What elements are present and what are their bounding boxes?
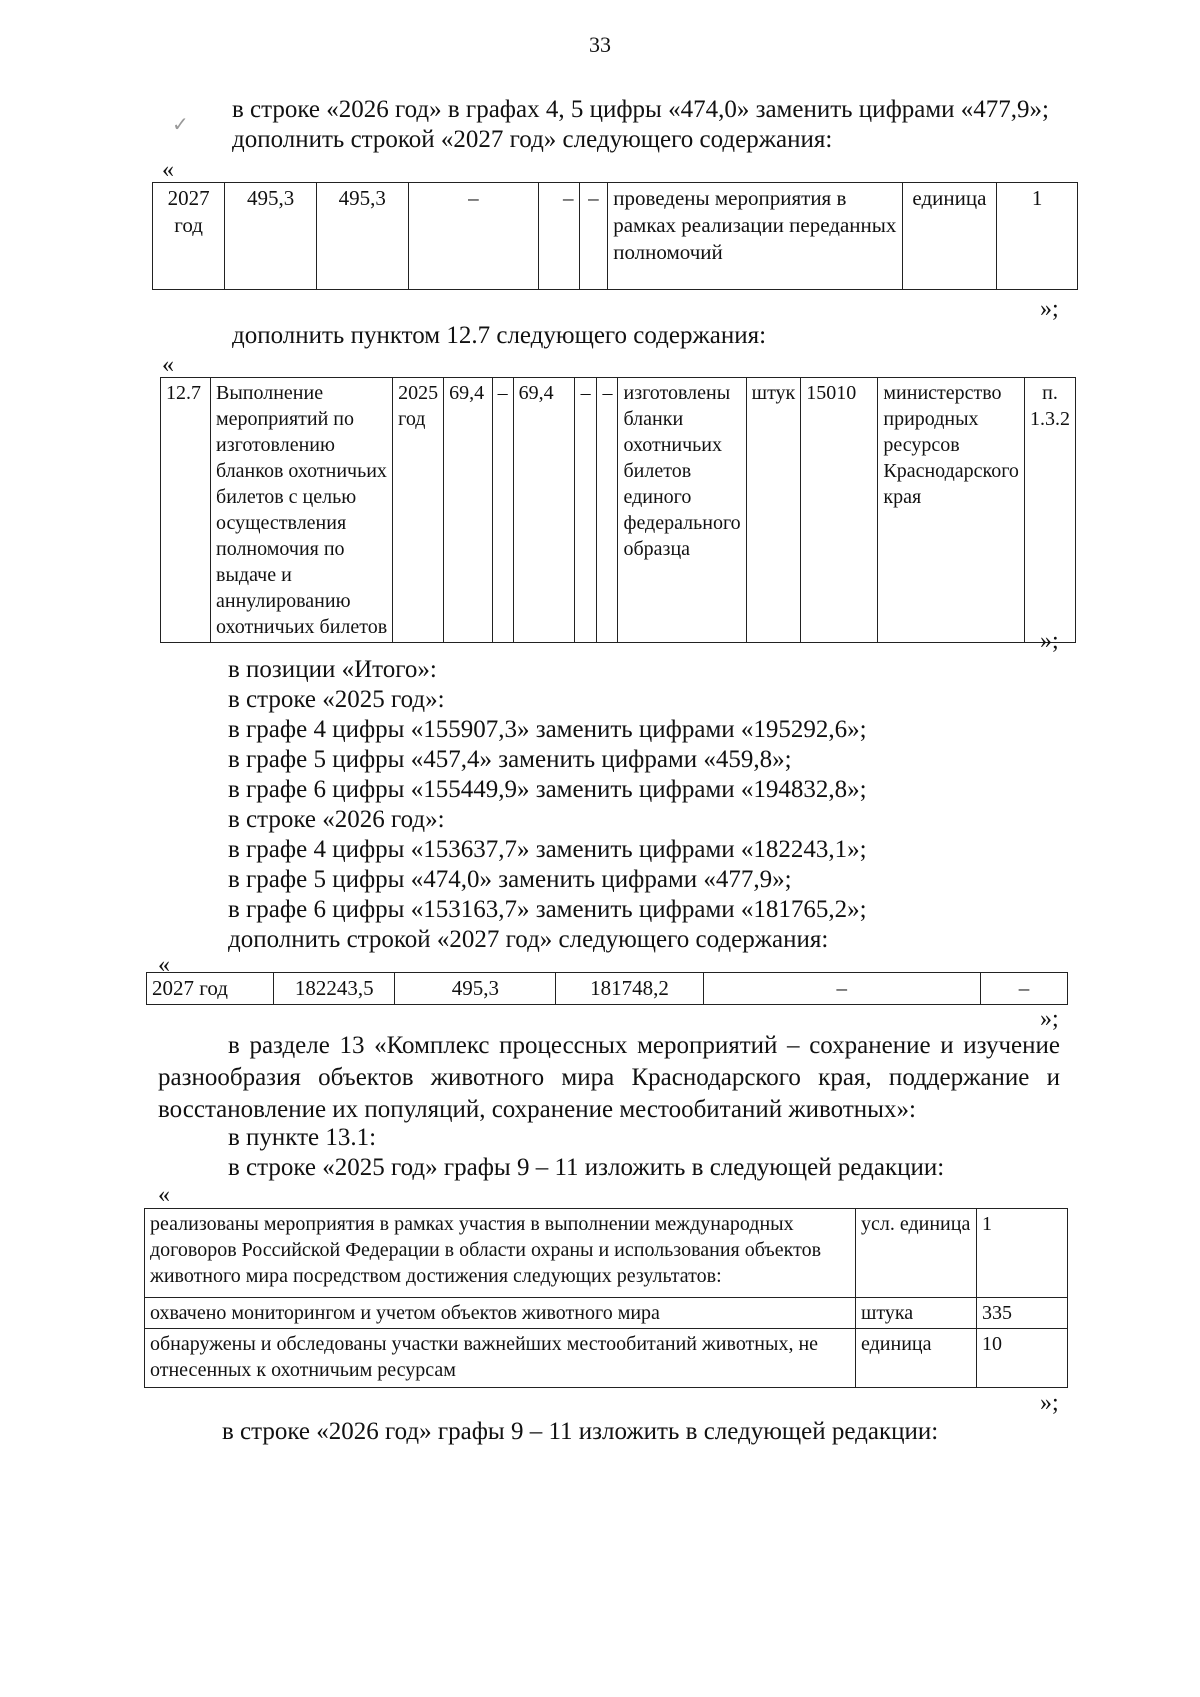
section13-line-2025: в строке «2025 год» графы 9 – 11 изложить в следующей редакции:: [228, 1154, 945, 1181]
cell-dash3: –: [579, 183, 608, 290]
itogo-line-7: в графе 4 цифры «153637,7» заменить цифрами «182243,1»;: [228, 836, 867, 863]
cell-value: 10: [977, 1329, 1068, 1388]
cell-year: 2025 год: [393, 378, 444, 643]
itogo-line-9: в графе 6 цифры «153163,7» заменить цифрами «181765,2»;: [228, 896, 867, 923]
cell-unit: единица: [902, 183, 997, 290]
cell-num: 12.7: [161, 378, 211, 643]
table-2027-row: [152, 182, 1078, 290]
itogo-line-4: в графе 5 цифры «457,4» заменить цифрами «459,8»;: [228, 746, 792, 773]
table-item-12-7: [160, 377, 1076, 643]
cell-text: обнаружены и обследованы участки важнейших местообитаний животных, не отнесенных к охотничьим ресурсам: [145, 1329, 856, 1388]
cell-value: 1: [977, 1209, 1068, 1298]
cell-v3: 181748,2: [556, 973, 703, 1005]
close-quote: »;: [1040, 1006, 1059, 1032]
itogo-line-5: в графе 6 цифры «155449,9» заменить цифрами «194832,8»;: [228, 776, 867, 803]
cell-v1: 495,3: [225, 183, 317, 290]
cell-dash1: –: [703, 973, 980, 1005]
para1-line1: в строке «2026 год» в графах 4, 5 цифры «474,0» заменить цифрами «477,9»;: [232, 96, 1050, 123]
cell-v2: 495,3: [395, 973, 556, 1005]
cell-dash2: –: [539, 183, 579, 290]
check-mark-icon: ✓: [172, 114, 189, 136]
cell-name: Выполнение мероприятий по изготовлению бланков охотничьих билетов с целью осуществления полномочия по выдаче и аннулированию охотничьих билетов: [211, 378, 393, 643]
cell-result: изготовлены бланки охотничьих билетов единого федерального образца: [618, 378, 746, 643]
table-row: [147, 973, 1068, 1005]
table-row: [145, 1298, 1068, 1329]
itogo-line-10: дополнить строкой «2027 год» следующего содержания:: [228, 926, 829, 953]
table-row: [161, 378, 1076, 643]
cell-unit: штука: [856, 1298, 977, 1329]
table-13-1-2025: [144, 1208, 1068, 1388]
close-quote: »;: [1040, 296, 1059, 322]
itogo-line-2: в строке «2025 год»:: [228, 686, 445, 713]
open-quote: «: [158, 1182, 170, 1208]
table-itogo-2027: [146, 972, 1068, 1005]
open-quote: «: [162, 352, 174, 378]
cell-v2: 495,3: [316, 183, 408, 290]
close-quote: »;: [1040, 1390, 1059, 1416]
cell-responsible: министерство природных ресурсов Краснодарского края: [878, 378, 1025, 643]
cell-year: 2027 год: [153, 183, 225, 290]
table-row: [145, 1329, 1068, 1388]
itogo-line-6: в строке «2026 год»:: [228, 806, 445, 833]
cell-year: 2027 год: [147, 973, 274, 1005]
cell-v2: 69,4: [513, 378, 574, 643]
open-quote: «: [158, 952, 170, 978]
section13-text: в разделе 13 «Комплекс процессных мероприятий – сохранение и изучение разнообразия объектов животного мира Краснодарского края, поддержание и восстановление их популяций, сохранение местообитаний животных»:: [158, 1032, 1060, 1123]
itogo-line-8: в графе 5 цифры «474,0» заменить цифрами «477,9»;: [228, 866, 792, 893]
cell-unit: штук: [746, 378, 801, 643]
itogo-line-3: в графе 4 цифры «155907,3» заменить цифрами «195292,6»;: [228, 716, 867, 743]
cell-ref: п. 1.3.2: [1024, 378, 1075, 643]
cell-dash1: –: [492, 378, 513, 643]
close-quote: »;: [1040, 628, 1059, 654]
cell-unit: единица: [856, 1329, 977, 1388]
page-number: 33: [589, 32, 611, 57]
itogo-line-1: в позиции «Итого»:: [228, 656, 437, 683]
cell-unit: усл. единица: [856, 1209, 977, 1298]
cell-v1: 182243,5: [274, 973, 395, 1005]
table-row: [145, 1209, 1068, 1298]
cell-count: 15010: [801, 378, 878, 643]
cell-dash2: –: [574, 378, 597, 643]
para2: дополнить пунктом 12.7 следующего содержания:: [232, 322, 767, 349]
cell-text: реализованы мероприятия в рамках участия в выполнении международных договоров Российской Федерации в области охраны и использования объектов животного мира посредством достижения следующих результатов:: [145, 1209, 856, 1298]
para1-line2: дополнить строкой «2027 год» следующего содержания:: [232, 126, 833, 153]
cell-v1: 69,4: [444, 378, 492, 643]
cell-text: охвачено мониторингом и учетом объектов животного мира: [145, 1298, 856, 1329]
line-2026: в строке «2026 год» графы 9 – 11 изложить в следующей редакции:: [222, 1418, 939, 1445]
section13-point: в пункте 13.1:: [228, 1124, 377, 1151]
cell-dash2: –: [980, 973, 1067, 1005]
cell-result: проведены мероприятия в рамках реализации переданных полномочий: [608, 183, 902, 290]
cell-dash3: –: [597, 378, 618, 643]
open-quote: «: [162, 157, 174, 183]
cell-dash1: –: [408, 183, 539, 290]
table-row: [153, 183, 1078, 290]
cell-value: 335: [977, 1298, 1068, 1329]
cell-value: 1: [997, 183, 1078, 290]
